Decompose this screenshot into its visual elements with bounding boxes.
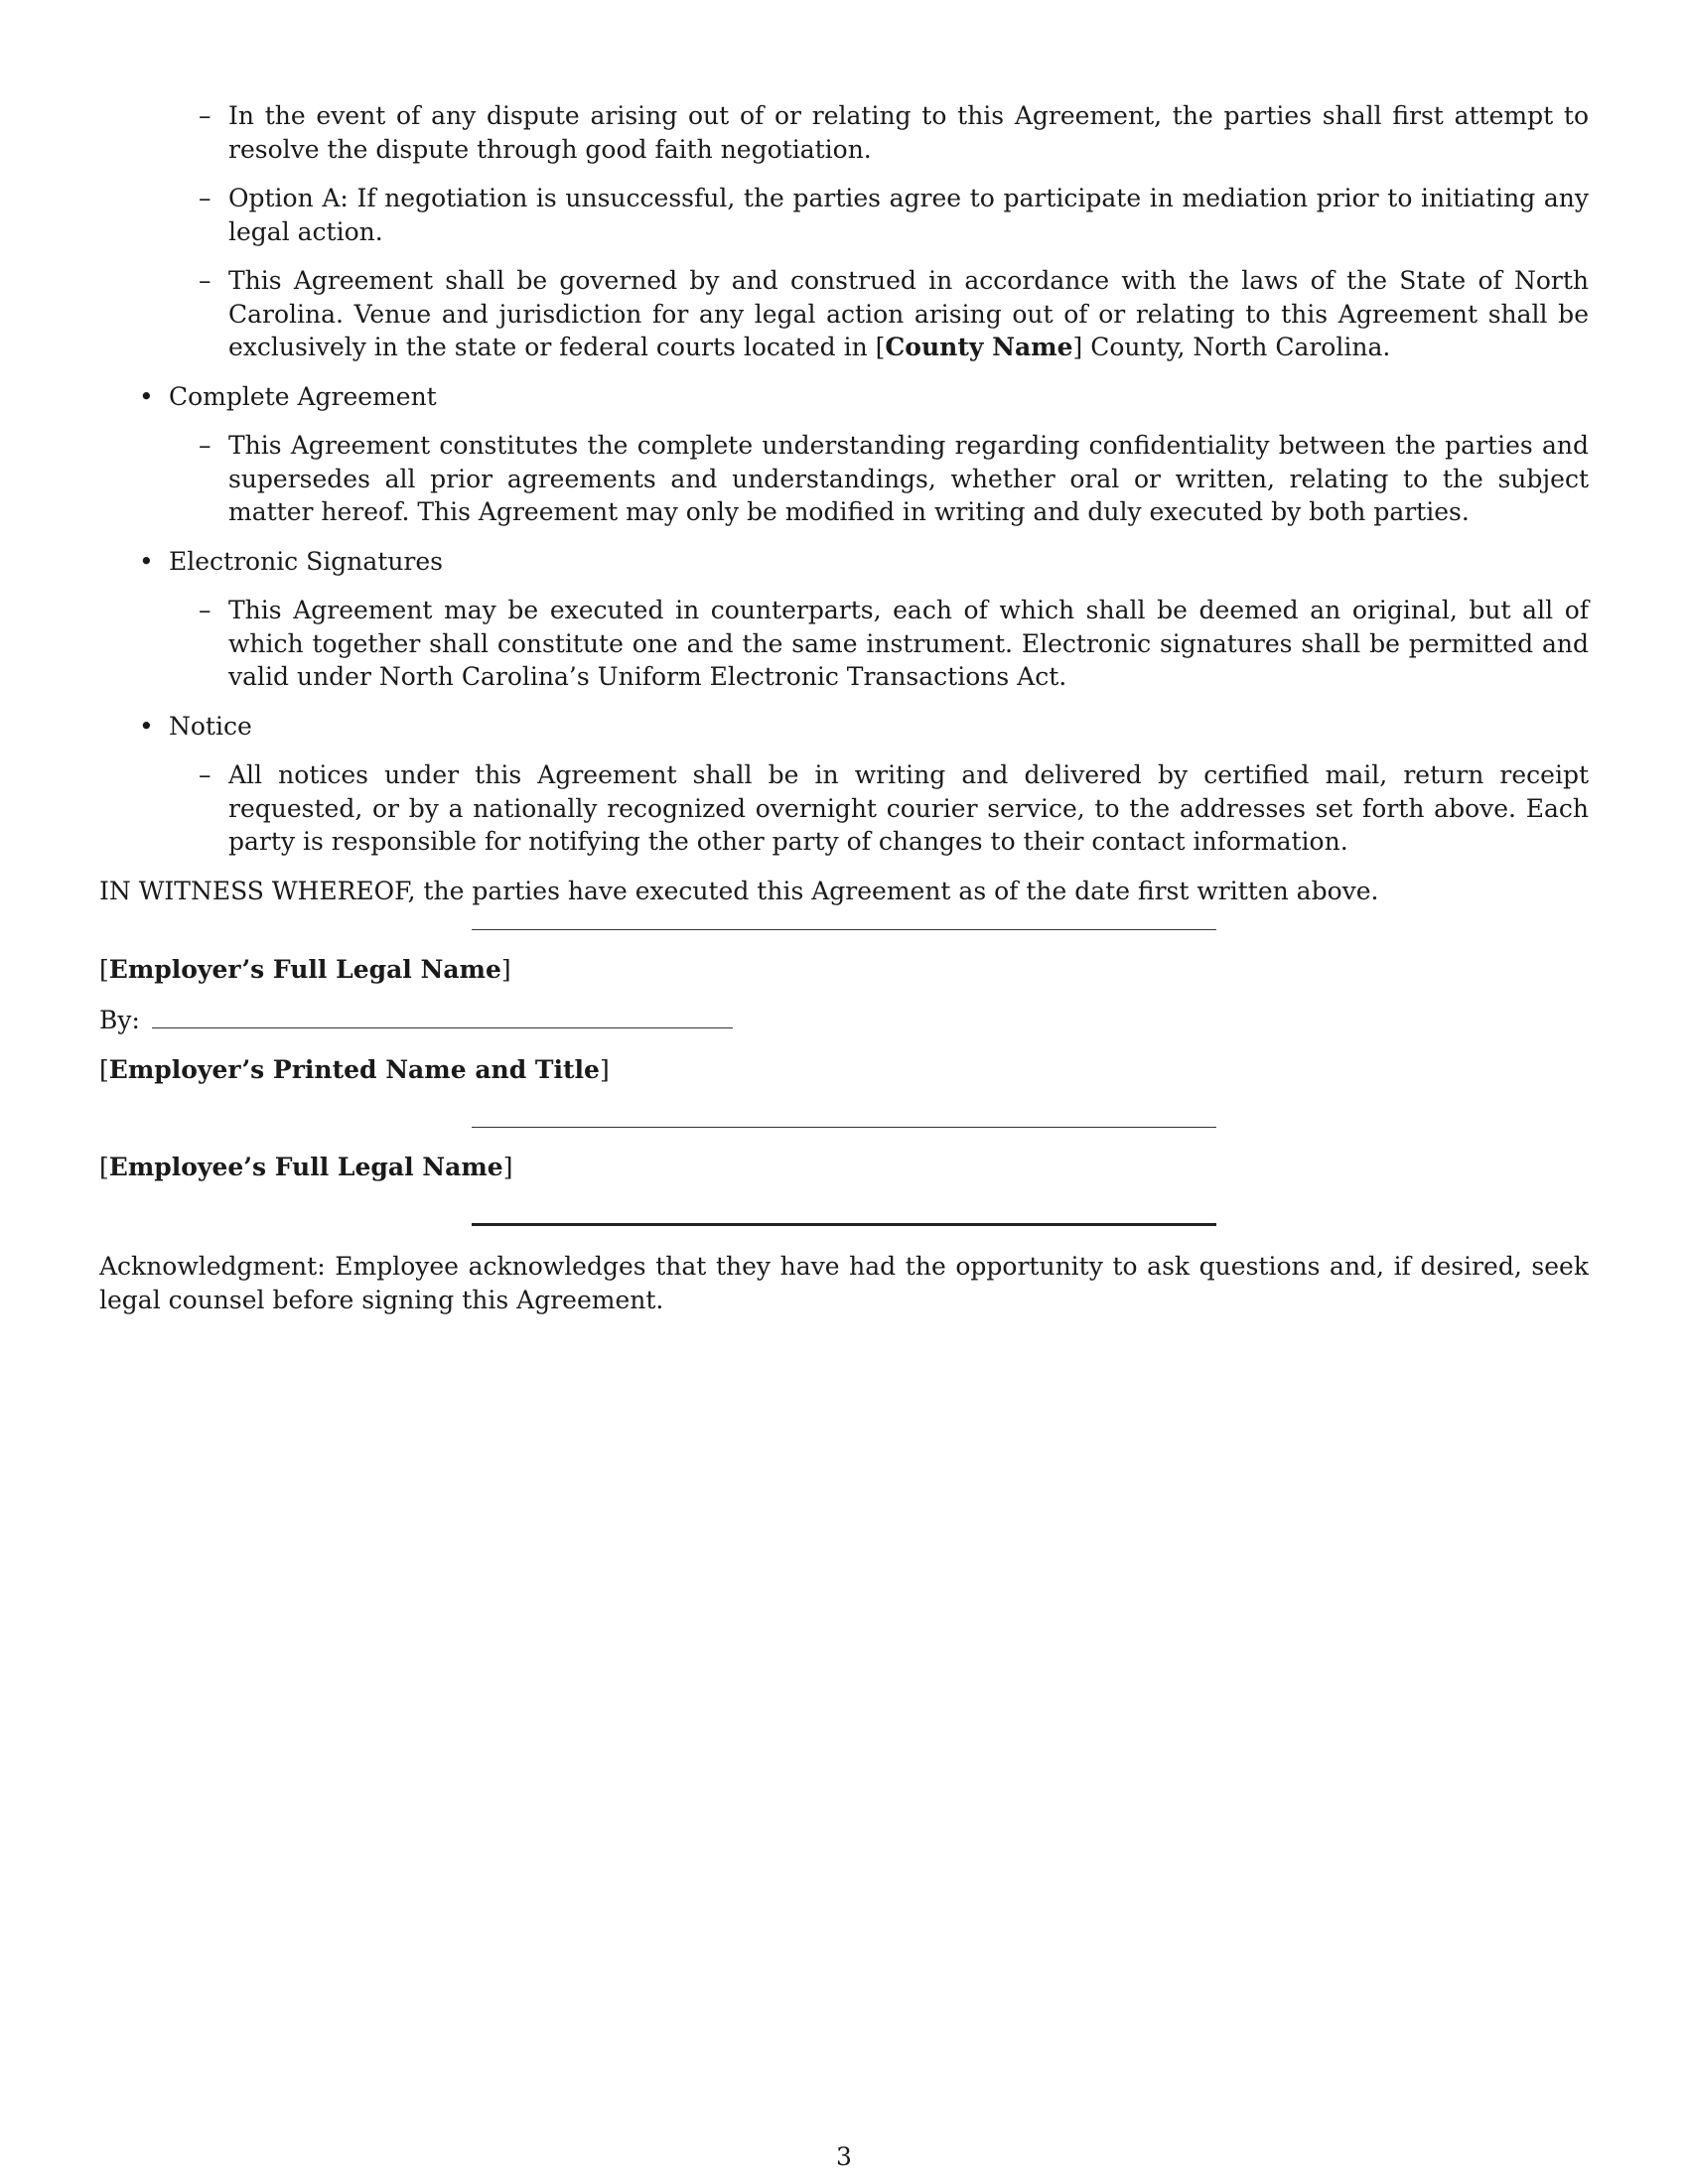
section-electronic-signatures xyxy=(139,545,1589,579)
dispute-negotiation-item xyxy=(199,99,1589,166)
dash-marker: – xyxy=(199,760,211,789)
complete-agreement-item xyxy=(199,429,1589,529)
employer-name-label: Employer’s Full Legal Name xyxy=(108,955,501,984)
dash-marker: – xyxy=(199,266,211,295)
section-heading: Notice xyxy=(169,711,252,741)
by-label: By: xyxy=(99,1005,140,1034)
section-notice xyxy=(139,710,1589,744)
electronic-signatures-item xyxy=(199,594,1589,694)
employee-name-placeholder xyxy=(99,1151,1589,1184)
bracket-close: ] xyxy=(1072,333,1083,361)
governing-law-item xyxy=(199,264,1589,364)
document-body xyxy=(99,99,1589,1316)
bracket-open: [ xyxy=(99,1152,109,1181)
employer-printed-name-label: Employer’s Printed Name and Title xyxy=(108,1055,600,1084)
dash-marker: – xyxy=(199,101,211,130)
governing-law-text-end: County, North Carolina. xyxy=(1082,333,1391,361)
bullet-marker: • xyxy=(139,381,154,411)
section-complete-agreement xyxy=(139,380,1589,414)
bracket-open: [ xyxy=(99,1055,109,1084)
complete-agreement-text: This Agreement constitutes the complete understanding regarding confidentiality between the parties and supersedes all prior agreements and understandings, whether oral or written, relating to the subject matter hereof. This Agreement may only be modified in writing and duly executed by both parties. xyxy=(228,431,1589,526)
section-heading: Complete Agreement xyxy=(169,381,437,411)
employer-signature-line[interactable] xyxy=(472,929,1216,930)
dash-marker: – xyxy=(199,184,211,212)
bullet-marker: • xyxy=(139,546,154,576)
bracket-close: ] xyxy=(502,1152,513,1181)
dispute-mediation-text: Option A: If negotiation is unsuccessful, the parties agree to participate in mediation prior to initiating any legal action. xyxy=(228,184,1589,246)
notice-item xyxy=(199,758,1589,859)
acknowledgment-text: Acknowledgment: Employee acknowledges that they have had the opportunity to ask questions and, if desired, seek legal counsel before signing this Agreement. xyxy=(99,1252,1589,1314)
section-heading: Electronic Signatures xyxy=(169,546,443,576)
employee-name-label: Employee’s Full Legal Name xyxy=(108,1152,503,1181)
bracket-open: [ xyxy=(875,333,886,361)
dispute-negotiation-text: In the event of any dispute arising out of or relating to this Agreement, the parties shall first attempt to resolve the dispute through good faith negotiation. xyxy=(228,101,1589,164)
employer-name-placeholder xyxy=(99,953,1589,987)
notice-text: All notices under this Agreement shall be in writing and delivered by certified mail, return receipt requested, or by a nationally recognized overnight courier service, to the addresses set forth above. Each party is responsible for notifying the other party of changes to their contact information. xyxy=(228,760,1589,856)
witness-clause: IN WITNESS WHEREOF, the parties have executed this Agreement as of the date first written above. xyxy=(99,876,1379,905)
bullet-marker: • xyxy=(139,711,154,741)
dash-marker: – xyxy=(199,596,211,624)
final-signature-line[interactable] xyxy=(472,1223,1216,1226)
by-signature-field[interactable] xyxy=(152,1006,733,1028)
dispute-mediation-item xyxy=(199,182,1589,248)
bracket-close: ] xyxy=(599,1055,610,1084)
dash-marker: – xyxy=(199,431,211,460)
employer-printed-name-placeholder xyxy=(99,1053,1589,1087)
governing-law-text: This Agreement shall be governed by and construed in accordance with the laws of the State of North Carolina. Venue and jurisdiction for any legal action arising out of or relating to this Agreement shall be exclusively in the state or federal courts located in xyxy=(228,266,1589,361)
bracket-close: ] xyxy=(500,955,511,984)
page-number: 3 xyxy=(836,2142,852,2171)
electronic-signatures-text: This Agreement may be executed in counterparts, each of which shall be deemed an original, but all of which together shall constitute one and the same instrument. Electronic signatures shall be permitted and valid under North Carolina’s Uniform Electronic Transactions Act. xyxy=(228,596,1589,691)
employee-signature-line[interactable] xyxy=(472,1127,1216,1128)
bracket-open: [ xyxy=(99,955,109,984)
county-name-placeholder: County Name xyxy=(885,333,1073,361)
employer-by-row xyxy=(99,1004,1589,1037)
